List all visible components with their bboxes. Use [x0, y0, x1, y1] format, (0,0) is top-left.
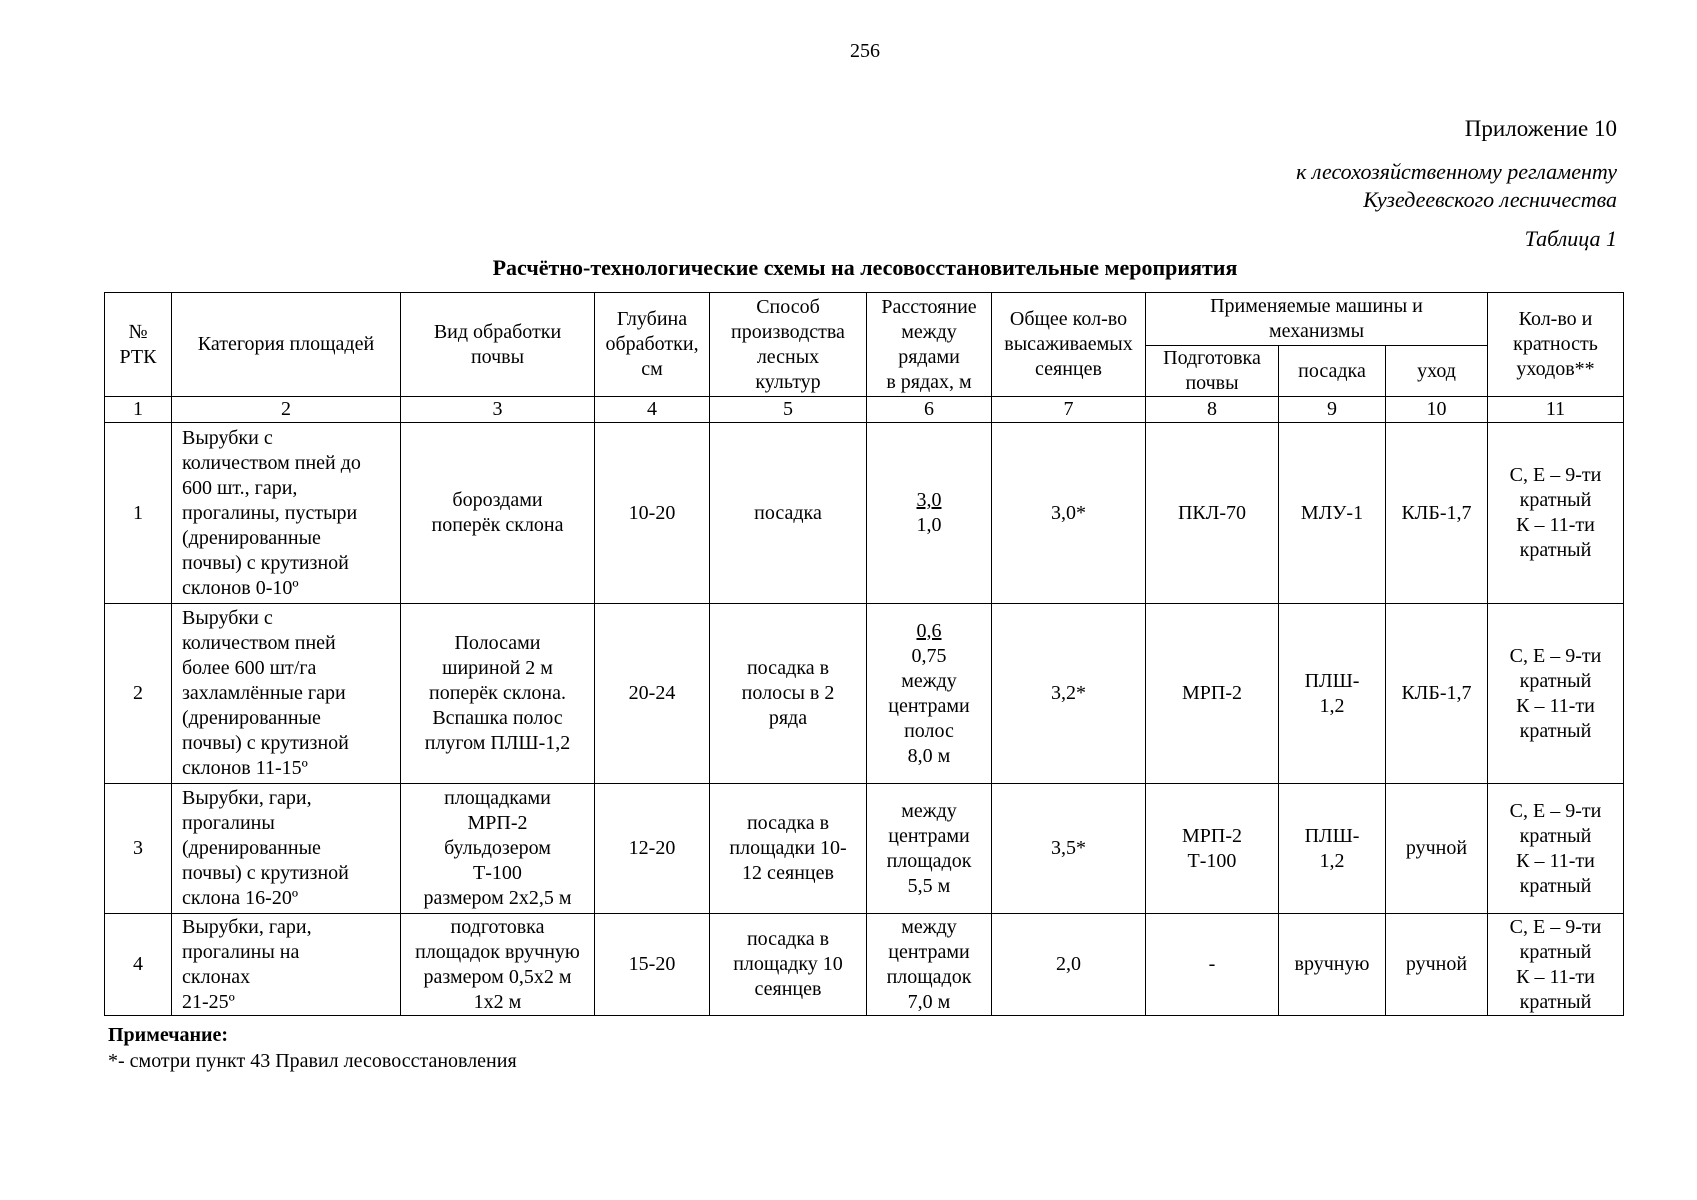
- cell-line: количеством пней до: [182, 451, 361, 474]
- cell-category: [172, 914, 401, 1016]
- header-machines-plant: посадка: [1279, 346, 1386, 397]
- cell-line: кратный: [1519, 990, 1592, 1013]
- cell-line: между: [901, 799, 957, 822]
- cell-line: площадками: [444, 787, 551, 809]
- header-line: почвы: [470, 345, 525, 368]
- cell-line: площадок: [886, 849, 972, 872]
- cell-distance: [867, 914, 992, 1016]
- cell-care-machine: ручной: [1386, 784, 1488, 914]
- cell-line: склонов 11-15º: [182, 757, 308, 779]
- cell-method: [710, 914, 867, 1016]
- cell-line: более 600 шт/га: [182, 657, 317, 679]
- schemes-table: [104, 292, 1624, 1016]
- cell-line: ряда: [768, 707, 808, 729]
- cell-line: захламлённые гари: [182, 682, 346, 704]
- cell-line: поперёк склона: [431, 514, 564, 536]
- cell-line: ПЛШ-: [1304, 669, 1360, 692]
- header-line: обработки,: [605, 333, 699, 355]
- cell-care-machine: ручной: [1386, 914, 1488, 1016]
- header-line: Способ: [756, 295, 820, 318]
- header-line: лесных: [756, 345, 820, 368]
- cell-care-machine: КЛБ-1,7: [1386, 423, 1488, 604]
- column-number: 6: [867, 397, 992, 423]
- cell-line: склонах: [182, 965, 251, 988]
- header-line: №: [128, 320, 148, 343]
- cell-line: 0,75: [911, 644, 947, 667]
- cell-line: МРП-2: [1181, 824, 1242, 847]
- cell-line: 1х2 м: [473, 990, 522, 1013]
- header-line: уходов**: [1516, 358, 1595, 380]
- cell-line: 12 сеянцев: [742, 862, 834, 884]
- cell-total: 3,0*: [992, 423, 1146, 604]
- header-line: механизмы: [1269, 320, 1364, 342]
- distance-between-rows: 3,0: [916, 489, 942, 511]
- header-line: между: [901, 320, 957, 343]
- cell-line: -: [1208, 953, 1216, 975]
- cell-plant-machine: [1279, 423, 1386, 604]
- cell-line: почвы) с крутизной: [182, 551, 349, 574]
- cell-line: площадки 10-: [729, 837, 847, 859]
- cell-care-count: [1488, 423, 1624, 604]
- header-line: почвы: [1185, 372, 1239, 394]
- header-line: кратность: [1513, 333, 1598, 355]
- cell-soil-treatment: [401, 423, 595, 604]
- header-line: Вид обработки: [433, 320, 562, 343]
- cell-plant-machine: [1279, 604, 1386, 784]
- header-line: высаживаемых: [1004, 333, 1133, 355]
- header-machines: [1146, 293, 1488, 346]
- subtitle-line: к лесохозяйственному регламенту: [1296, 159, 1617, 184]
- cell-total: 2,0: [992, 914, 1146, 1016]
- cell-line: центрами: [888, 694, 970, 717]
- column-number: 2: [172, 397, 401, 423]
- table-row: [105, 604, 1624, 784]
- cell-prep-machine: [1146, 784, 1279, 914]
- cell-line: центрами: [888, 824, 970, 847]
- cell-method: [710, 604, 867, 784]
- cell-depth: 10-20: [595, 423, 710, 604]
- cell-line: 600 шт., гари,: [182, 476, 298, 499]
- cell-line: ПКЛ-70: [1177, 501, 1246, 524]
- document-title: Расчётно-технологические схемы на лесовосстановительные мероприятия: [492, 255, 1238, 280]
- cell-line: Вырубки, гари,: [182, 787, 312, 809]
- header-line: Общее кол-во: [1009, 308, 1128, 330]
- cell-care-count: [1488, 604, 1624, 784]
- cell-line: размером 0,5х2 м: [423, 965, 572, 988]
- cell-distance: [867, 423, 992, 604]
- header-line: РТК: [119, 345, 157, 368]
- header-line: в рядах, м: [886, 370, 972, 393]
- cell-prep-machine: [1146, 604, 1279, 784]
- header-line: Применяемые машины и: [1210, 295, 1423, 317]
- appendix-subtitle: [1296, 158, 1617, 214]
- cell-category: [172, 604, 401, 784]
- header-line: производства: [731, 320, 845, 343]
- cell-line: кратный: [1519, 539, 1592, 561]
- cell-line: посадка: [754, 501, 822, 524]
- cell-rtk: 1: [105, 423, 172, 604]
- cell-line: бульдозером: [444, 837, 551, 859]
- cell-line: кратный: [1519, 824, 1592, 847]
- cell-prep-machine: [1146, 914, 1279, 1016]
- page-number: 256: [850, 40, 880, 62]
- cell-rtk: 2: [105, 604, 172, 784]
- cell-plant-machine: [1279, 914, 1386, 1016]
- column-numbers-row: [105, 397, 1624, 423]
- cell-line: К – 11-ти: [1516, 694, 1595, 717]
- cell-line: 1,2: [1319, 849, 1345, 872]
- cell-line: центрами: [888, 940, 970, 963]
- cell-line: плугом ПЛШ-1,2: [424, 732, 571, 754]
- header-line: культур: [755, 370, 821, 393]
- cell-line: 7,0 м: [907, 990, 951, 1013]
- cell-line: Вспашка полос: [432, 707, 563, 729]
- cell-care-count: [1488, 914, 1624, 1016]
- cell-line: размером 2х2,5 м: [423, 887, 572, 909]
- table-row: [105, 914, 1624, 1016]
- cell-total: 3,5*: [992, 784, 1146, 914]
- cell-line: ПЛШ-: [1304, 824, 1360, 847]
- cell-line: почвы) с крутизной: [182, 862, 349, 884]
- cell-line: МЛУ-1: [1300, 501, 1364, 524]
- cell-line: полосы в 2: [741, 682, 835, 704]
- cell-category: [172, 784, 401, 914]
- cell-line: (дренированные: [182, 526, 321, 549]
- cell-line: К – 11-ти: [1516, 849, 1595, 872]
- cell-prep-machine: [1146, 423, 1279, 604]
- column-number: 11: [1488, 397, 1624, 423]
- cell-line: С, Е – 9-ти: [1509, 799, 1602, 822]
- cell-line: С, Е – 9-ти: [1509, 915, 1602, 938]
- cell-rtk: 4: [105, 914, 172, 1016]
- cell-line: С, Е – 9-ти: [1509, 464, 1602, 486]
- cell-method: [710, 423, 867, 604]
- table-label: Таблица 1: [1524, 226, 1617, 251]
- cell-line: Вырубки с: [182, 426, 273, 449]
- cell-line: Т-100: [1187, 849, 1237, 872]
- cell-line: МРП-2: [467, 812, 528, 834]
- cell-line: кратный: [1519, 489, 1592, 511]
- cell-line: (дренированные: [182, 837, 321, 859]
- header-line: Расстояние: [881, 295, 977, 318]
- cell-line: прогалины на: [182, 940, 300, 963]
- cell-line: 1,2: [1319, 694, 1345, 717]
- cell-line: кратный: [1519, 719, 1592, 742]
- cell-distance: [867, 784, 992, 914]
- cell-depth: 20-24: [595, 604, 710, 784]
- cell-line: между: [901, 669, 957, 692]
- cell-depth: 12-20: [595, 784, 710, 914]
- table-row: [105, 423, 1624, 604]
- header-line: сеянцев: [1035, 358, 1102, 380]
- cell-line: площадок вручную: [415, 940, 580, 963]
- column-number: 10: [1386, 397, 1488, 423]
- column-number: 8: [1146, 397, 1279, 423]
- cell-rtk: 3: [105, 784, 172, 914]
- column-number: 5: [710, 397, 867, 423]
- header-depth: [595, 293, 710, 397]
- cell-soil-treatment: [401, 784, 595, 914]
- cell-line: посадка в: [746, 812, 830, 834]
- note-text: *- смотри пункт 43 Правил лесовосстановления: [108, 1050, 517, 1072]
- cell-total: 3,2*: [992, 604, 1146, 784]
- cell-line: сеянцев: [754, 978, 822, 1000]
- header-category: Категория площадей: [172, 293, 401, 397]
- cell-line: Вырубки с: [182, 607, 273, 629]
- cell-soil-treatment: [401, 604, 595, 784]
- cell-depth: 15-20: [595, 914, 710, 1016]
- cell-line: К – 11-ти: [1516, 965, 1595, 988]
- cell-line: площадку 10: [733, 953, 843, 975]
- cell-line: 21-25º: [182, 990, 235, 1013]
- cell-line: прогалины, пустыри: [182, 501, 358, 524]
- cell-soil-treatment: [401, 914, 595, 1016]
- header-care-count: [1488, 293, 1624, 397]
- cell-line: (дренированные: [182, 707, 321, 729]
- cell-method: [710, 784, 867, 914]
- cell-line: прогалины: [182, 812, 275, 834]
- header-line: см: [641, 358, 663, 380]
- cell-plant-machine: [1279, 784, 1386, 914]
- table-row: [105, 784, 1624, 914]
- header-total: [992, 293, 1146, 397]
- cell-line: МРП-2: [1181, 682, 1242, 704]
- header-machines-prep: [1146, 346, 1279, 397]
- cell-line: 1,0: [916, 514, 942, 536]
- cell-line: площадок: [886, 965, 972, 988]
- cell-line: поперёк склона.: [428, 682, 567, 704]
- subtitle-line: Кузедеевского лесничества: [1363, 187, 1617, 212]
- cell-line: шириной 2 м: [442, 657, 553, 679]
- table-header: [105, 293, 1624, 423]
- cell-line: 5,5 м: [907, 874, 951, 897]
- cell-line: бороздами: [452, 489, 543, 511]
- cell-line: кратный: [1519, 874, 1592, 897]
- header-line: Глубина: [616, 308, 688, 330]
- cell-line: подготовка: [450, 915, 545, 938]
- header-line: рядами: [898, 345, 960, 368]
- cell-care-machine: КЛБ-1,7: [1386, 604, 1488, 784]
- cell-line: 8,0 м: [907, 744, 951, 767]
- cell-line: Полосами: [454, 632, 541, 654]
- cell-line: кратный: [1519, 669, 1592, 692]
- cell-line: почвы) с крутизной: [182, 732, 349, 754]
- cell-line: полос: [904, 719, 954, 742]
- cell-line: вручную: [1294, 953, 1370, 975]
- cell-line: Т-100: [473, 862, 522, 884]
- cell-line: Вырубки, гари,: [182, 915, 312, 938]
- cell-category: [172, 423, 401, 604]
- column-number: 1: [105, 397, 172, 423]
- header-line: Подготовка: [1163, 347, 1261, 369]
- header-rtk: [105, 293, 172, 397]
- cell-distance: [867, 604, 992, 784]
- cell-line: количеством пней: [182, 632, 336, 654]
- note-block: [108, 1022, 517, 1074]
- header-machines-care: уход: [1386, 346, 1488, 397]
- column-number: 3: [401, 397, 595, 423]
- cell-line: склонов 0-10º: [182, 576, 299, 599]
- cell-line: К – 11-ти: [1516, 514, 1595, 536]
- column-number: 7: [992, 397, 1146, 423]
- cell-line: кратный: [1519, 940, 1592, 963]
- column-number: 9: [1279, 397, 1386, 423]
- cell-line: склона 16-20º: [182, 887, 299, 909]
- column-number: 4: [595, 397, 710, 423]
- header-soil-treatment: [401, 293, 595, 397]
- cell-line: посадка в: [746, 657, 830, 679]
- cell-line: посадка в: [746, 928, 830, 950]
- distance-between-rows: 0,6: [916, 619, 942, 642]
- header-distance: [867, 293, 992, 397]
- note-title: Примечание:: [108, 1024, 229, 1046]
- cell-line: между: [901, 915, 957, 938]
- table-body: [105, 423, 1624, 1016]
- cell-line: С, Е – 9-ти: [1509, 644, 1602, 667]
- appendix-label: Приложение 10: [1464, 116, 1617, 141]
- header-method: [710, 293, 867, 397]
- header-line: Кол-во и: [1518, 308, 1593, 330]
- cell-care-count: [1488, 784, 1624, 914]
